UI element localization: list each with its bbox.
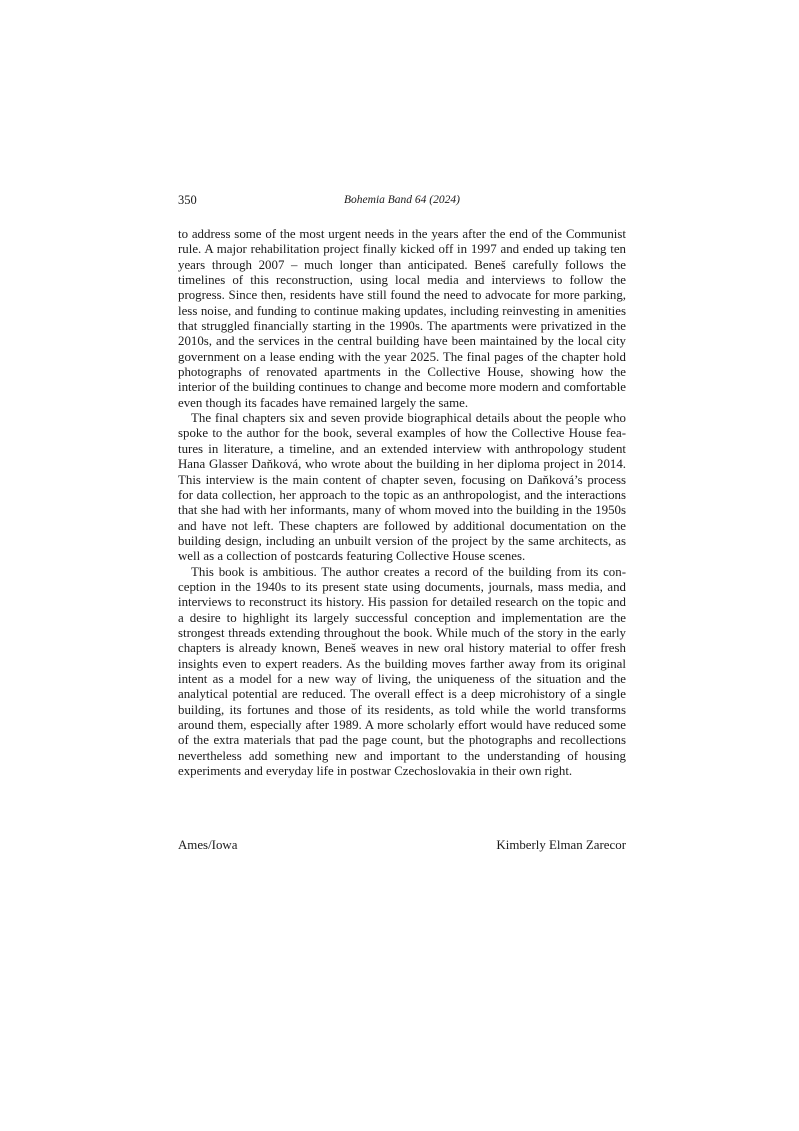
running-title: Bohemia Band 64 (2024) [344, 194, 460, 206]
reviewer-name: Kimberly Elman Zarecor [496, 838, 626, 852]
paragraph-final-chapters: The final chapters six and seven provide biographical details about the people who spoke to the author for the book, several examples of how the Collective House features in literature, a timeline, and an extended interview with anthropology student Hana Glasser Daňková, who wrote about the building in her diploma project in 2014. This interview is the main content of chapter seven, focusing on Daňková’s process for data collection, her approach to the topic as an anthropologist, and the interactions that she had with her informants, many of whom moved into the building in the 1950s and have not left. These chapters are followed by additional documentation on the building design, including an unbuilt version of the project by the same architects, as well as a collection of postcards featuring Collective House scenes. [178, 411, 626, 564]
paragraph-assessment: This book is ambitious. The author creates a record of the building from its conception in the 1940s to its present state using documents, journals, mass media, and interviews to reconstruct its history. His passion for detailed research on the topic and a desire to highlight its largely successful conception and implementation are the strongest threads extending throughout the book. While much of the story in the early chapters is already known, Beneš weaves in new oral history material to offer fresh insights even to expert readers. As the building moves farther away from its original intent as a model for a new way of living, the uniqueness of the situation and the analytical potential are reduced. The overall effect is a deep microhistory of a single building, its fortunes and those of its residents, as told while the world transforms around them, especially after 1989. A more scholarly effort would have reduced some of the extra materials that pad the page count, but the photographs and recollections nevertheless add something new and important to the understanding of housing experiments and everyday life in postwar Czechoslovakia in their own right. [178, 564, 626, 779]
review-body [178, 227, 626, 779]
page-header [178, 193, 626, 213]
page-number: 350 [178, 193, 197, 207]
reviewer-location: Ames/Iowa [178, 838, 238, 852]
paragraph-continuation: to address some of the most urgent needs in the years after the end of the Communist rule. A major rehabilitation project finally kicked off in 1997 and ended up taking ten years through 2007 – much longer than anticipated. Beneš carefully follows the timelines of this reconstruction, using local media and interviews to follow the progress. Since then, residents have still found the need to advocate for more parking, less noise, and funding to continue making updates, including reinvesting in amenities that struggled financially starting in the 1990s. The apartments were privatized in the 2010s, and the services in the central building have been maintained by the local city government on a lease ending with the year 2025. The final pages of the chapter hold photographs of renovated apartments in the Collective House, showing how the interior of the building continues to change and become more modern and comfortable even though its facades have remained largely the same. [178, 227, 626, 410]
